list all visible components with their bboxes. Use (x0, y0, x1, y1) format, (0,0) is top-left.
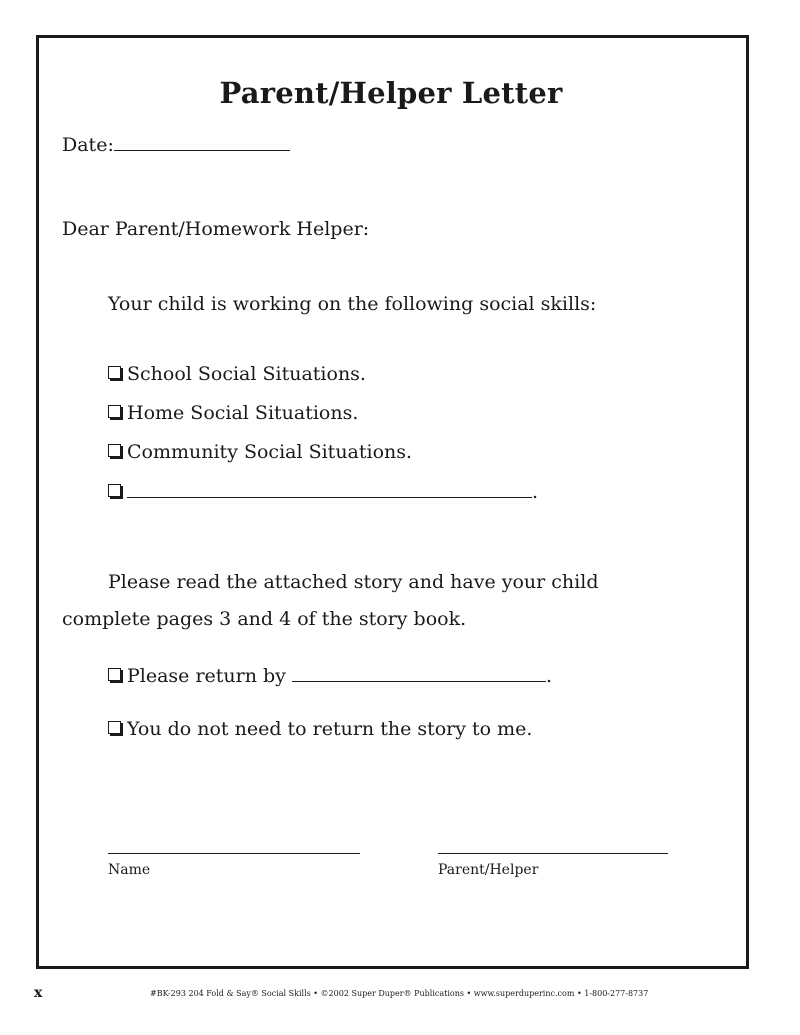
checkbox[interactable] (108, 444, 121, 457)
checkbox[interactable] (108, 721, 121, 734)
skill-label: School Social Situations. (127, 363, 366, 385)
skill-item-custom (108, 479, 538, 504)
intro-text: Your child is working on the following social skills: (108, 293, 597, 315)
checkbox[interactable] (108, 405, 121, 418)
checkbox[interactable] (108, 668, 121, 681)
no-return-row (108, 717, 532, 741)
return-by-blank[interactable] (292, 663, 546, 682)
name-label: Name (108, 862, 151, 878)
footer-credit: #BK-293 204 Fold & Say® Social Skills • ©2002 Super Duper® Publications • www.superduperinc.com • 1-800-277-8737 (150, 989, 649, 998)
date-label: Date: (62, 134, 114, 156)
checkbox[interactable] (108, 484, 121, 497)
custom-skill-blank[interactable] (127, 479, 532, 498)
skill-item-school (108, 362, 366, 386)
parent-helper-label: Parent/Helper (438, 862, 539, 878)
date-row (62, 132, 290, 157)
skill-item-community (108, 440, 412, 464)
skill-item-home (108, 401, 358, 425)
no-return-label: You do not need to return the story to me. (127, 718, 533, 740)
letter-title: Parent/Helper Letter (219, 76, 563, 110)
blank-skill-end: . (532, 481, 539, 503)
checkbox[interactable] (108, 366, 121, 379)
skill-label: Community Social Situations. (127, 441, 413, 463)
parent-helper-signature-line[interactable] (438, 853, 668, 854)
skill-label: Home Social Situations. (127, 402, 359, 424)
name-signature-line[interactable] (108, 853, 360, 854)
return-by-row (108, 663, 552, 688)
instructions-line-1: Please read the attached story and have your child (108, 571, 599, 593)
page-marker: x (34, 985, 43, 1001)
instructions-line-2: complete pages 3 and 4 of the story book. (62, 608, 467, 630)
date-blank[interactable] (114, 132, 290, 151)
greeting: Dear Parent/Homework Helper: (62, 218, 370, 240)
return-by-end: . (545, 665, 553, 687)
return-by-label: Please return by (127, 665, 286, 687)
